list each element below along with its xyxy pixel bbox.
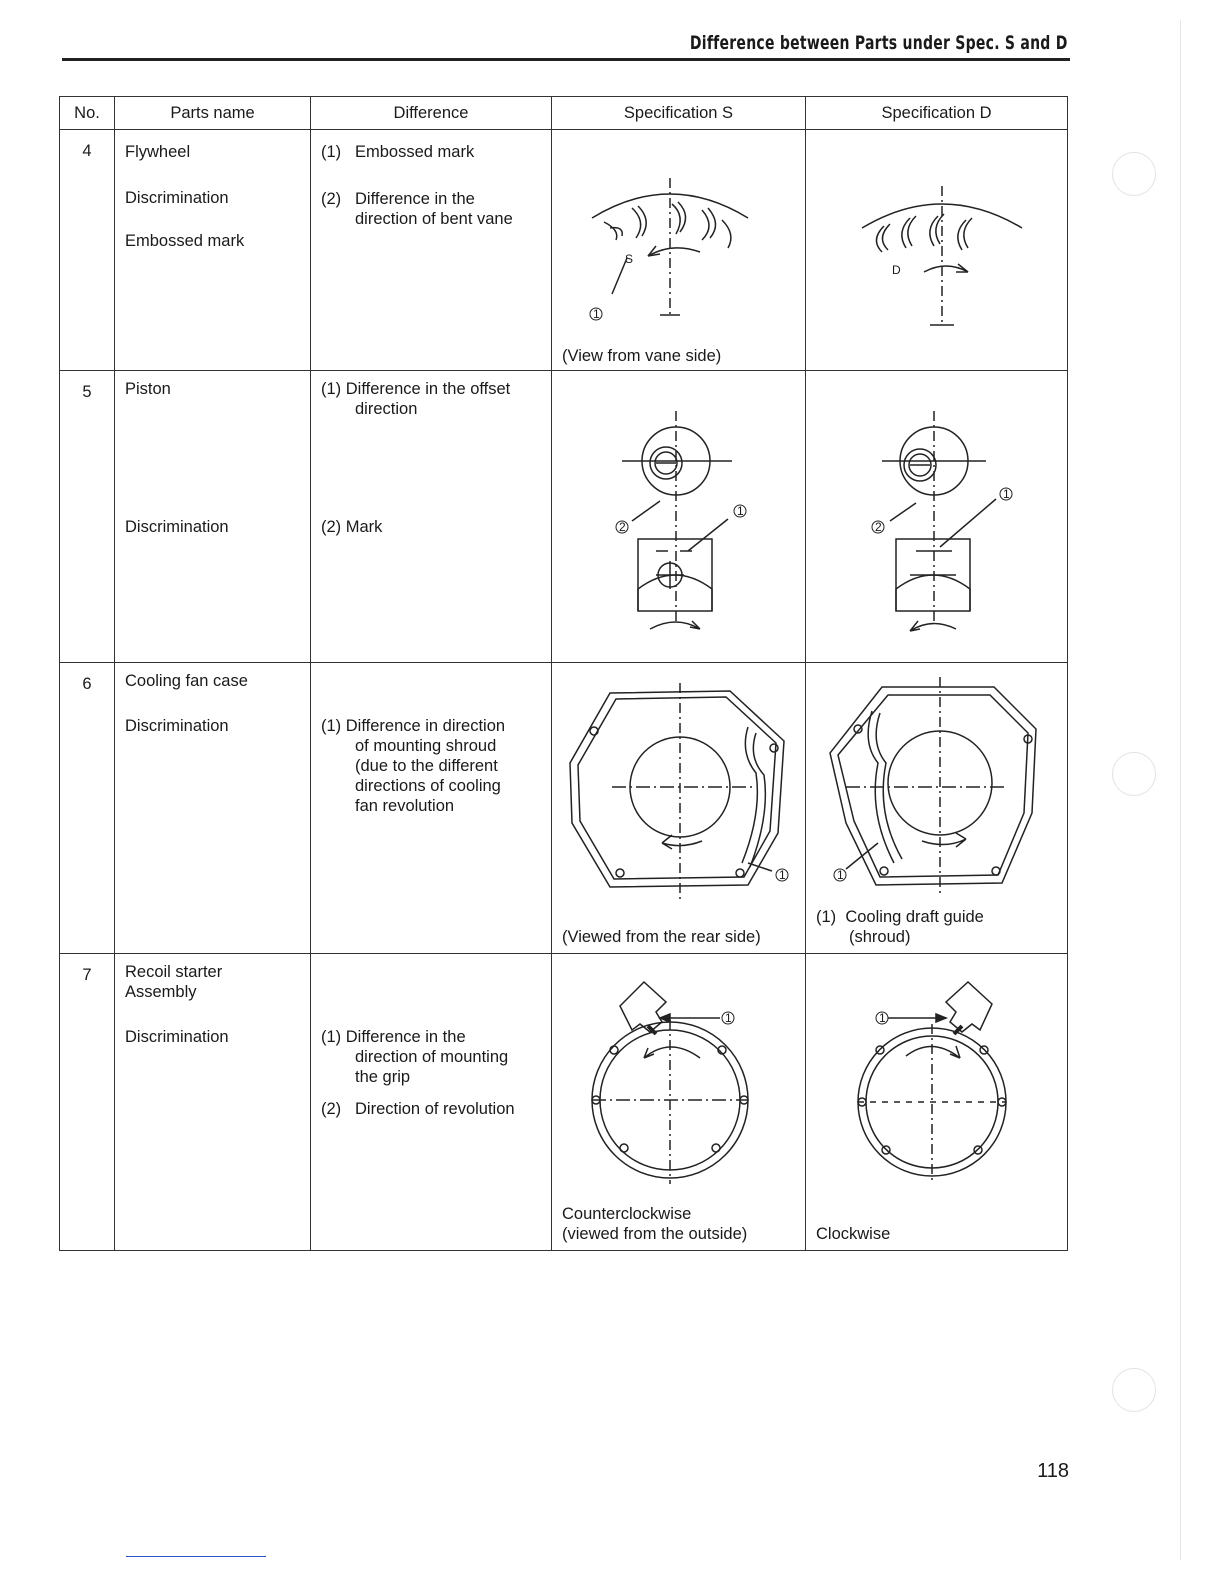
page-header-title: Difference between Parts under Spec. S and D: [690, 32, 1068, 54]
flywheel-vane-s-figure: [552, 130, 806, 370]
punch-hole-middle: [1112, 752, 1156, 796]
spec-d-cell: [806, 663, 1068, 954]
spec-s-cell: [552, 371, 806, 663]
parts-cell: [115, 130, 311, 371]
spec-comparison-table: [59, 96, 1068, 1251]
bottom-link-rule: [126, 1556, 266, 1557]
piston-d-figure: [806, 371, 1068, 662]
header-rule: [62, 58, 1070, 61]
figure-caption: (Viewed from the rear side): [562, 928, 761, 946]
callout-number: 1: [725, 1011, 732, 1025]
col-header-difference: Difference: [311, 97, 552, 130]
part-label: Discrimination: [125, 518, 229, 536]
punch-hole-top: [1112, 152, 1156, 196]
part-label: Embossed mark: [125, 232, 245, 250]
spec-d-cell: [806, 130, 1068, 371]
parts-cell: [115, 371, 311, 663]
callout-number: 2: [875, 520, 882, 534]
table-header-row: [60, 97, 1068, 130]
table-row: [60, 130, 1068, 371]
col-header-spec-s: Specification S: [552, 97, 806, 130]
difference-cell: (1) Difference in the direction of mounting the grip (2) Direction of revolution: [311, 954, 552, 1251]
col-header-parts-name: Parts name: [115, 97, 311, 130]
page-edge: [1180, 20, 1181, 1560]
callout-number: 1: [779, 868, 786, 882]
callout-number: 1: [837, 868, 844, 882]
callout-number: 1: [593, 307, 600, 321]
part-name: Cooling fan case: [125, 672, 248, 690]
figure-caption: Counterclockwise (viewed from the outside): [562, 1205, 748, 1243]
table-row: [60, 371, 1068, 663]
flywheel-vane-d-figure: [806, 130, 1068, 370]
difference-cell: (1) Embossed mark (2) Difference in the direction of bent vane: [311, 130, 552, 371]
spec-s-cell: [552, 663, 806, 954]
part-label: Discrimination: [125, 189, 229, 207]
table-row: [60, 663, 1068, 954]
part-name: Assembly: [125, 983, 197, 1001]
figure-caption: (View from vane side): [562, 347, 722, 365]
parts-cell: [115, 954, 311, 1251]
punch-hole-bottom: [1112, 1368, 1156, 1412]
fan-case-s-figure: [552, 663, 806, 953]
row-no: 6: [60, 663, 115, 954]
part-name: Recoil starter: [125, 963, 223, 981]
callout-number: 1: [1003, 487, 1010, 501]
spec-d-cell: [806, 371, 1068, 663]
row-no: 7: [60, 954, 115, 1251]
spec-s-cell: [552, 130, 806, 371]
part-label: Discrimination: [125, 717, 229, 735]
difference-cell: (1) Difference in the offset direction (2) Mark: [311, 371, 552, 663]
col-header-spec-d: Specification D: [806, 97, 1068, 130]
difference-cell: (1) Difference in direction of mounting shroud (due to the different directions of cooling fan revolution: [311, 663, 552, 954]
page-number: 118: [1037, 1460, 1069, 1482]
figure-caption: (1) Cooling draft guide (shroud): [816, 908, 984, 946]
recoil-starter-d-figure: [806, 954, 1068, 1250]
part-name: Piston: [125, 380, 171, 398]
table-row: [60, 954, 1068, 1251]
row-no: 5: [60, 371, 115, 663]
row-no: 4: [60, 130, 115, 371]
spec-s-cell: [552, 954, 806, 1251]
part-label: Discrimination: [125, 1028, 229, 1046]
part-name: Flywheel: [125, 143, 191, 161]
figure-caption: Clockwise: [816, 1225, 891, 1243]
spec-mark-label: S: [625, 252, 634, 266]
col-header-no: No.: [60, 97, 115, 130]
spec-mark-label: D: [892, 263, 901, 277]
parts-cell: [115, 663, 311, 954]
piston-s-figure: [552, 371, 806, 662]
callout-number: 1: [879, 1011, 886, 1025]
spec-d-cell: [806, 954, 1068, 1251]
callout-number: 1: [737, 504, 744, 518]
callout-number: 2: [619, 520, 626, 534]
